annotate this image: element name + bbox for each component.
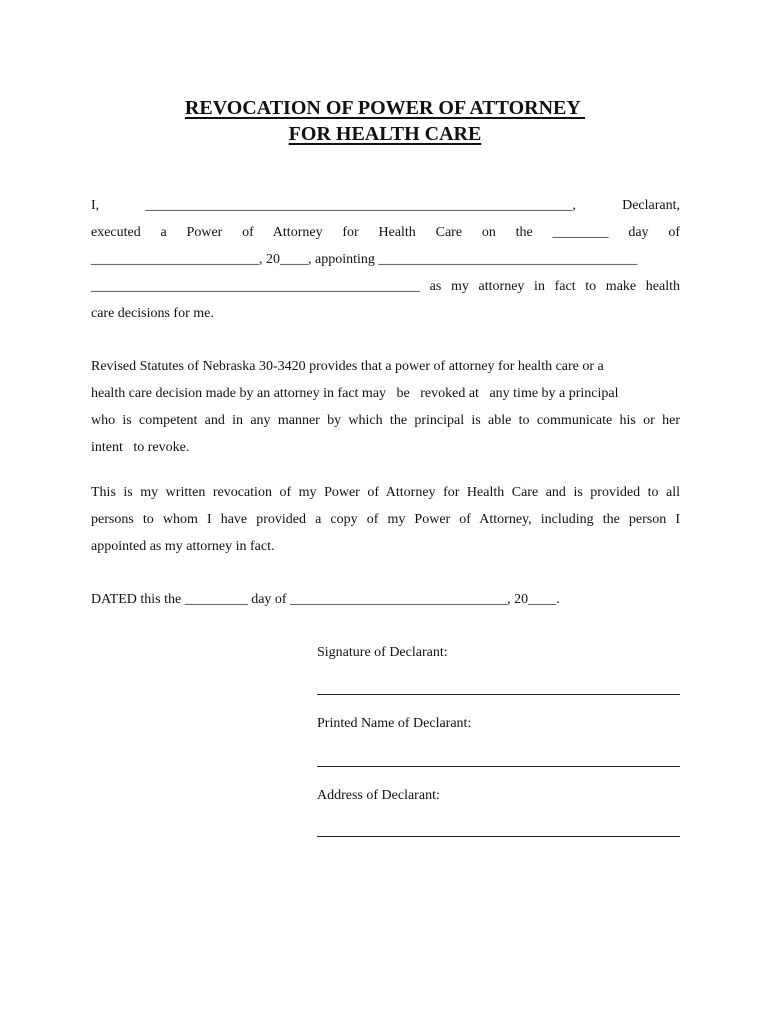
revocation-line-3: appointed as my attorney in fact.	[91, 539, 275, 554]
document-title-line-1: REVOCATION OF POWER OF ATTORNEY	[184, 97, 586, 119]
declaration-line-3: ________________________, 20____, appointing _____________________________________	[91, 252, 638, 267]
printed-name-line	[317, 766, 680, 767]
statute-line-3: who is competent and in any manner by which the principal is able to communicate his or her	[91, 413, 680, 428]
statute-line-1: Revised Statutes of Nebraska 30-3420 provides that a power of attorney for health care or a	[91, 359, 604, 374]
address-label: Address of Declarant:	[317, 788, 440, 803]
revocation-line-2: persons to whom I have provided a copy of my Power of Attorney, including the person I	[91, 512, 680, 527]
declaration-line-1: I, _____________________________________________________________, Declarant,	[91, 198, 680, 213]
declaration-line-4: _______________________________________________ as my attorney in fact to make health	[91, 279, 680, 294]
printed-name-label: Printed Name of Declarant:	[317, 716, 472, 731]
statute-line-4: intent to revoke.	[91, 440, 190, 455]
dated-line: DATED this the _________ day of _______________________________, 20____.	[91, 592, 560, 607]
declaration-line-5: care decisions for me.	[91, 306, 214, 321]
address-line	[317, 836, 680, 837]
declaration-line-2: executed a Power of Attorney for Health Care on the ________ day of	[91, 225, 680, 240]
signature-label: Signature of Declarant:	[317, 645, 448, 660]
document-title-line-2: FOR HEALTH CARE	[288, 123, 482, 145]
revocation-line-1: This is my written revocation of my Power of Attorney for Health Care and is provided to all	[91, 485, 680, 500]
statute-line-2: health care decision made by an attorney in fact may be revoked at any time by a principal	[91, 386, 619, 401]
signature-line	[317, 694, 680, 695]
